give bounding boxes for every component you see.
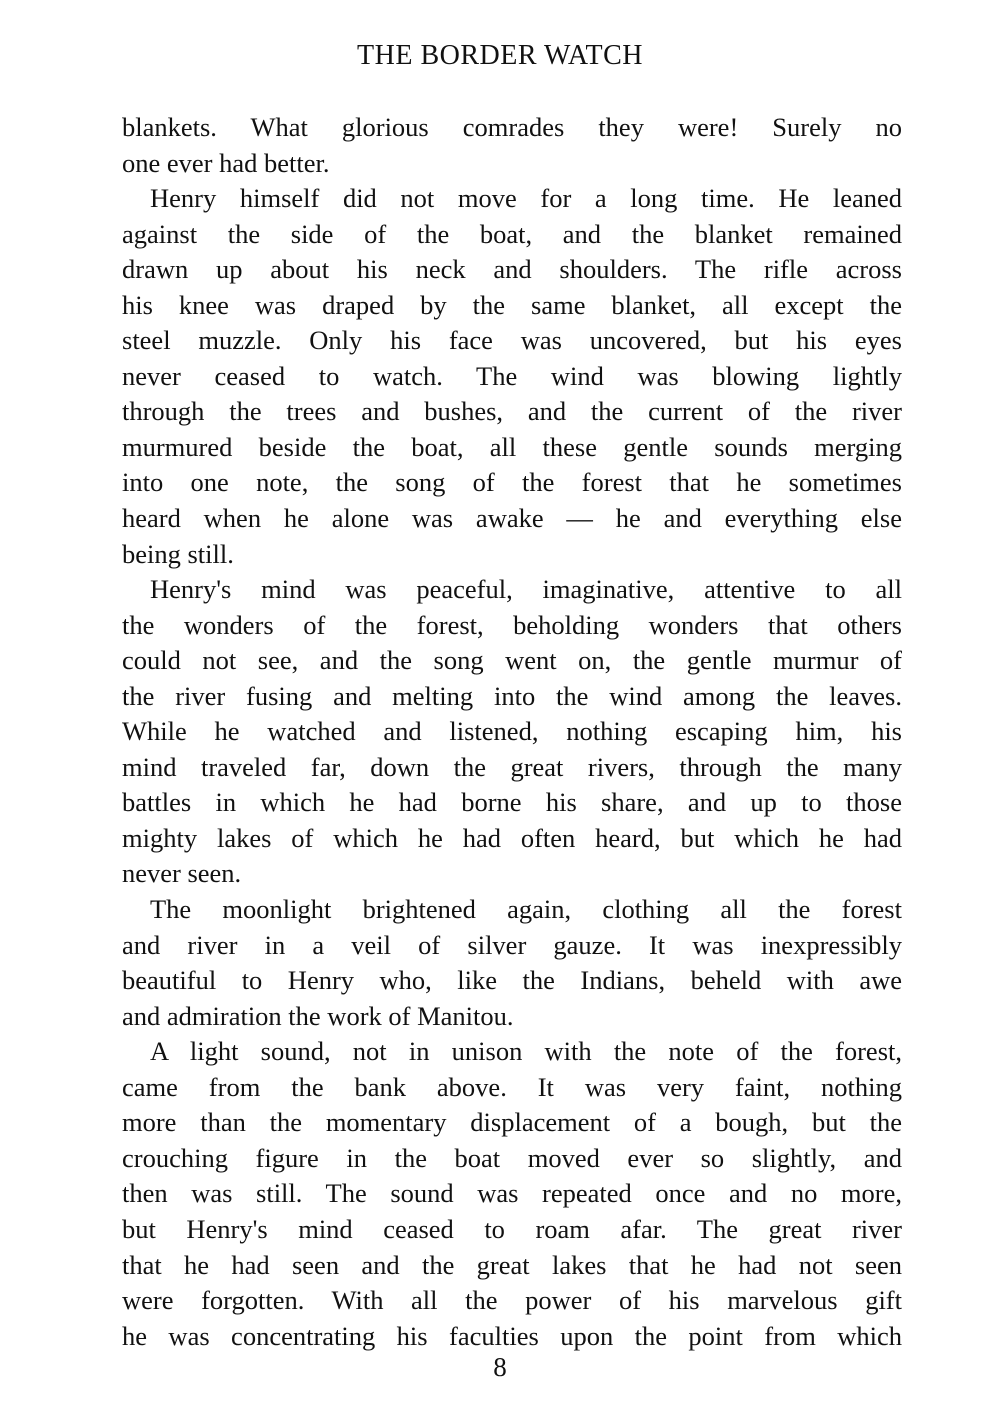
text-line: blankets. What glorious comrades they were! Surely no (122, 112, 902, 142)
text-line: never ceased to watch. The wind was blowing lightly (122, 360, 902, 391)
text-line: were forgotten. With all the power of his marvelous gift (122, 1285, 902, 1316)
text-line: beautiful to Henry who, like the Indians, beheld with awe (122, 965, 902, 996)
text-line: Henry himself did not move for a long time. He leaned (150, 183, 902, 214)
text-line: could not see, and the song went on, the gentle murmur of (122, 645, 902, 676)
text-line: drawn up about his neck and shoulders. The rifle across (122, 254, 902, 285)
text-line: steel muzzle. Only his face was uncovered, but his eyes (122, 325, 902, 356)
text-line: he was concentrating his faculties upon the point from which (122, 1320, 902, 1351)
text-line: crouching figure in the boat moved ever so slightly, and (122, 1142, 902, 1173)
text-line: and river in a veil of silver gauze. It was inexpressibly (122, 929, 902, 960)
text-line: mind traveled far, down the great rivers, through the many (122, 751, 902, 782)
paragraph (122, 892, 902, 1034)
paragraph (122, 572, 902, 892)
paragraph (122, 1034, 902, 1354)
text-line: through the trees and bushes, and the current of the river (122, 396, 902, 427)
text-line: one ever had better. (122, 147, 330, 178)
text-line: the wonders of the forest, beholding wonders that others (122, 609, 902, 640)
text-line: While he watched and listened, nothing escaping him, his (122, 716, 902, 747)
text-line: his knee was draped by the same blanket, all except the (122, 289, 902, 320)
page-number: 8 (493, 1352, 507, 1382)
text-line: that he had seen and the great lakes that he had not seen (122, 1249, 902, 1280)
text-line: came from the bank above. It was very faint, nothing (122, 1071, 902, 1102)
paragraph (122, 110, 902, 181)
text-line: murmured beside the boat, all these gentle sounds merging (122, 431, 902, 462)
text-line: being still. (122, 538, 234, 569)
text-line: more than the momentary displacement of a bough, but the (122, 1107, 902, 1138)
text-line: mighty lakes of which he had often heard, but which he had (122, 822, 902, 853)
text-line: into one note, the song of the forest that he sometimes (122, 467, 902, 498)
page-body (122, 110, 902, 1354)
text-line: the river fusing and melting into the wind among the leaves. (122, 680, 902, 711)
text-line: battles in which he had borne his share, and up to those (122, 787, 902, 818)
text-line: A light sound, not in unison with the note of the forest, (150, 1036, 902, 1067)
text-line: The moonlight brightened again, clothing all the forest (150, 894, 902, 925)
text-line: Henry's mind was peaceful, imaginative, attentive to all (150, 574, 902, 605)
text-line: never seen. (122, 858, 242, 889)
text-line: but Henry's mind ceased to roam afar. The great river (122, 1213, 902, 1244)
paragraph (122, 181, 902, 572)
text-line: and admiration the work of Manitou. (122, 1000, 514, 1031)
text-line: against the side of the boat, and the blanket remained (122, 218, 902, 249)
running-header: THE BORDER WATCH (357, 40, 643, 71)
text-line: then was still. The sound was repeated once and no more, (122, 1178, 902, 1209)
text-line: heard when he alone was awake — he and everything else (122, 503, 902, 534)
